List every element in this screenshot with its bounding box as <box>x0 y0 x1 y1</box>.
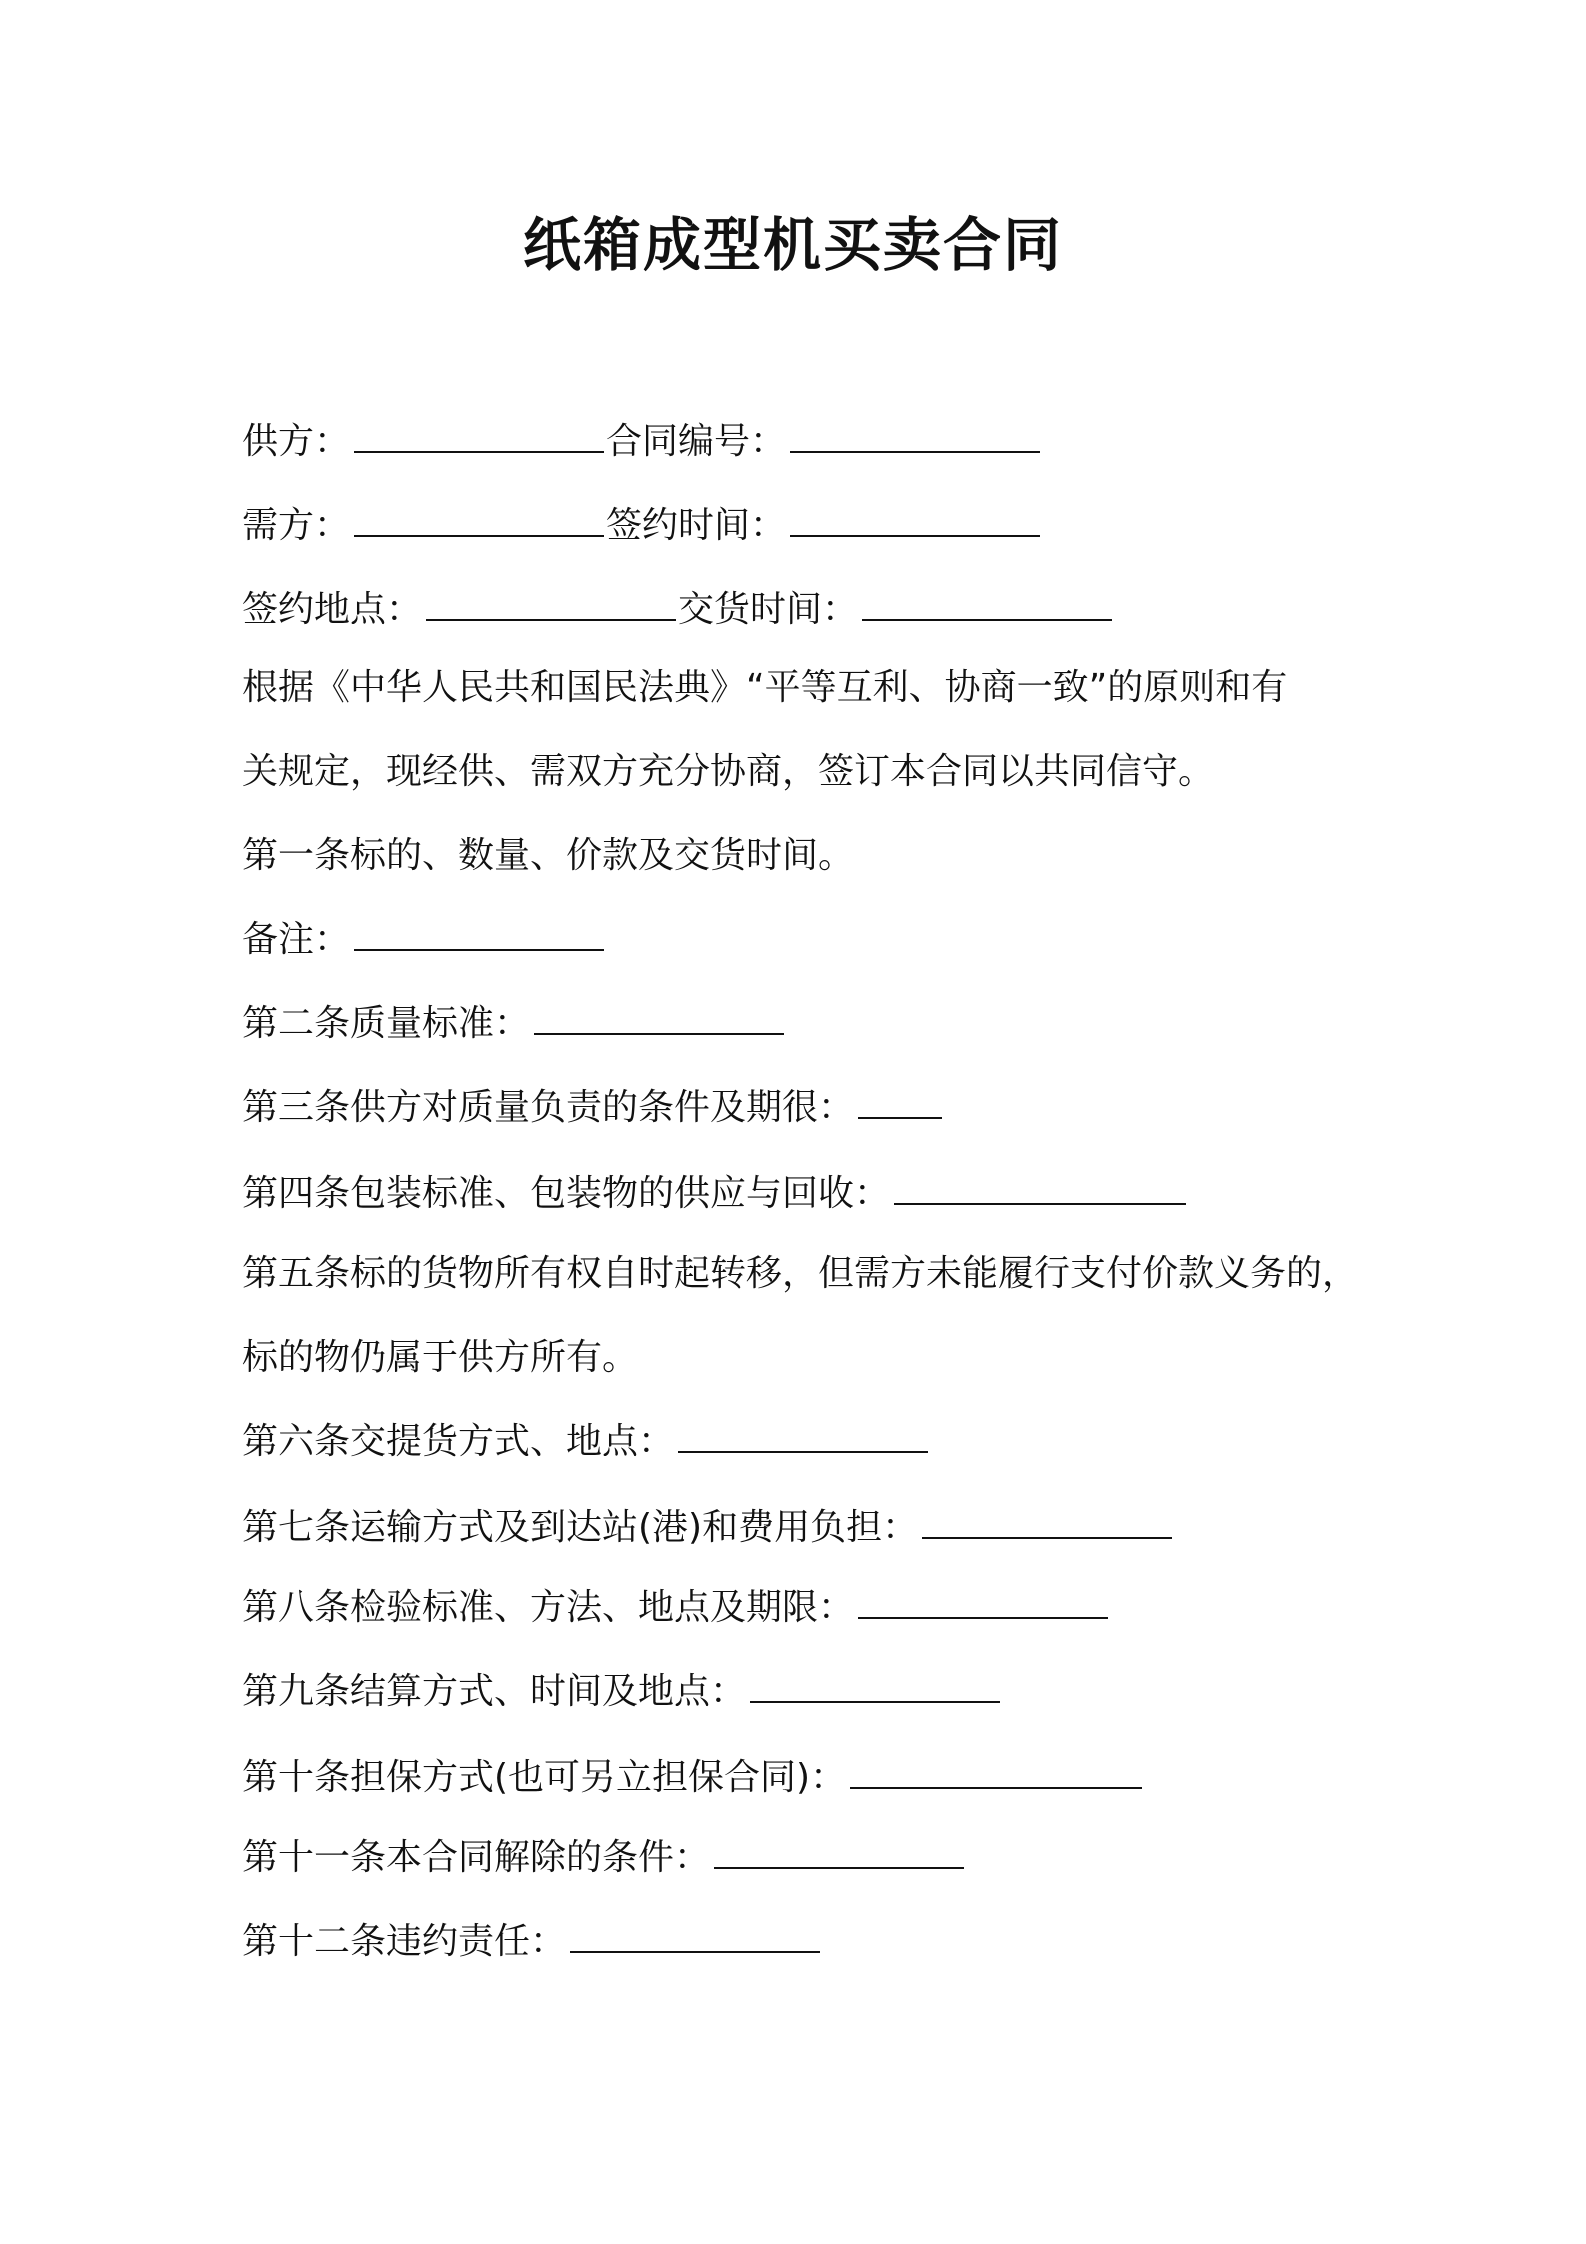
delivery-time-blank[interactable] <box>862 589 1112 621</box>
clause-5-line-1: 第五条标的货物所有权自时起转移，但需方未能履行支付价款义务的， <box>242 1253 1359 1294</box>
sign-time-label: 签约时间： <box>606 505 787 546</box>
clause-11-blank[interactable] <box>714 1837 964 1869</box>
clause-4-blank[interactable] <box>894 1173 1186 1205</box>
remark-blank[interactable] <box>354 919 604 951</box>
contract-no-label: 合同编号： <box>606 421 787 462</box>
supplier-line <box>242 418 1042 466</box>
clause-7-blank[interactable] <box>922 1507 1172 1539</box>
clause-3-line <box>242 1084 944 1132</box>
clause-8-blank[interactable] <box>858 1587 1108 1619</box>
delivery-time-label: 交货时间： <box>678 589 859 630</box>
contract-no-blank[interactable] <box>790 421 1040 453</box>
clause-2-label: 第二条质量标准： <box>242 1003 531 1044</box>
clause-8-line <box>242 1584 1110 1632</box>
clause-4-line <box>242 1170 1188 1218</box>
clause-2-blank[interactable] <box>534 1003 784 1035</box>
clause-6-label: 第六条交提货方式、地点： <box>242 1421 675 1462</box>
document-title: 纸箱成型机买卖合同 <box>522 211 1063 279</box>
buyer-label: 需方： <box>242 505 351 546</box>
clause-10-blank[interactable] <box>850 1757 1142 1789</box>
clause-12-line <box>242 1918 822 1966</box>
preamble-line-2: 关规定，现经供、需双方充分协商，签订本合同以共同信守。 <box>242 751 1215 792</box>
clause-12-blank[interactable] <box>570 1921 820 1953</box>
clause-4-label: 第四条包装标准、包装物的供应与回收： <box>242 1173 891 1214</box>
preamble-line-1: 根据《中华人民共和国民法典》“平等互利、协商一致”的原则和有 <box>242 667 1288 708</box>
remark-label: 备注： <box>242 919 351 960</box>
clause-12-label: 第十二条违约责任： <box>242 1921 567 1962</box>
buyer-line <box>242 502 1042 550</box>
remark-line <box>242 916 606 964</box>
clause-11-line <box>242 1834 966 1882</box>
clause-10-line <box>242 1754 1144 1802</box>
sign-place-blank[interactable] <box>426 589 676 621</box>
clause-8-label: 第八条检验标准、方法、地点及期限： <box>242 1587 855 1628</box>
clause-10-label: 第十条担保方式(也可另立担保合同)： <box>242 1757 847 1798</box>
clause-9-line <box>242 1668 1002 1716</box>
clause-3-label: 第三条供方对质量负责的条件及期很： <box>242 1087 855 1128</box>
clause-5-line-2: 标的物仍属于供方所有。 <box>242 1337 639 1378</box>
buyer-blank[interactable] <box>354 505 604 537</box>
supplier-blank[interactable] <box>354 421 604 453</box>
clause-6-line <box>242 1418 930 1466</box>
clause-3-blank[interactable] <box>858 1087 942 1119</box>
clause-1: 第一条标的、数量、价款及交货时间。 <box>242 835 855 876</box>
clause-2-line <box>242 1000 786 1048</box>
clause-7-line <box>242 1504 1174 1552</box>
clause-9-blank[interactable] <box>750 1671 1000 1703</box>
clause-7-label: 第七条运输方式及到达站(港)和费用负担： <box>242 1507 919 1548</box>
sign-time-blank[interactable] <box>790 505 1040 537</box>
clause-11-label: 第十一条本合同解除的条件： <box>242 1837 711 1878</box>
clause-6-blank[interactable] <box>678 1421 928 1453</box>
sign-place-label: 签约地点： <box>242 589 423 630</box>
sign-place-line <box>242 586 1114 634</box>
supplier-label: 供方： <box>242 421 351 462</box>
clause-9-label: 第九条结算方式、时间及地点： <box>242 1671 747 1712</box>
